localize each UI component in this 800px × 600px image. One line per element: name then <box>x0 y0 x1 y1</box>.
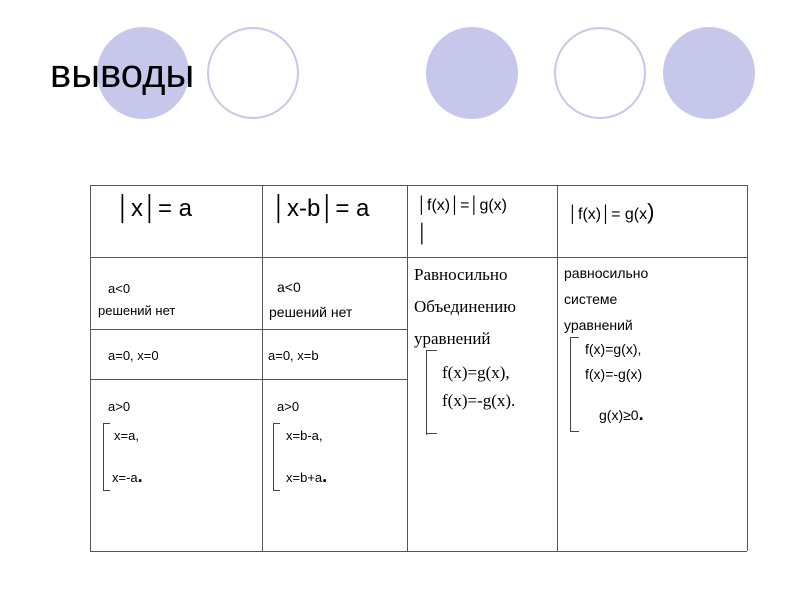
col3-line-1: Равносильно <box>414 265 508 284</box>
col4-line-3: уравнений <box>564 317 633 333</box>
col1-solution-2-text: x=-a <box>112 470 138 485</box>
decor-circle-2 <box>207 27 299 119</box>
row-divider <box>90 329 407 330</box>
header-abs-f-eq-abs-g: │f(x)│=│g(x) <box>417 197 507 214</box>
col1-period: . <box>137 466 143 486</box>
col2-a-negative: a<0 <box>277 279 301 295</box>
col4-line-2: системе <box>564 291 618 307</box>
col3-line-2: Объединению <box>414 297 516 316</box>
header-closing-paren: ) <box>647 199 655 224</box>
decor-circle-4 <box>554 27 646 119</box>
table-border-left <box>90 185 91 551</box>
header-abs-f-eq-g-text: │f(x)│= g(x <box>568 206 648 223</box>
col1-solution-2 <box>112 466 143 487</box>
col1-bracket <box>103 423 110 491</box>
col3-line-3: уравнений <box>414 329 491 348</box>
header-abs-f-eq-g <box>568 199 654 225</box>
column-divider <box>557 185 558 551</box>
col2-solution-2 <box>286 466 327 487</box>
col4-equation-2: f(x)=-g(x) <box>585 366 643 382</box>
col2-period: . <box>322 466 328 486</box>
col4-condition-text: g(x)≥0 <box>599 407 639 423</box>
header-abs-f-eq-abs-g-cont: │ <box>417 223 429 243</box>
col3-bracket-bottom <box>426 407 437 434</box>
col2-solution-2-text: x=b+a <box>286 470 323 485</box>
col2-solution-1: x=b-a, <box>286 428 323 443</box>
header-abs-x-minus-b: │x-b│= a <box>272 195 370 222</box>
col4-period: . <box>638 404 644 424</box>
col4-condition <box>599 404 644 425</box>
col1-no-solutions: решений нет <box>98 303 176 318</box>
col1-a-zero: a=0, x=0 <box>108 348 159 363</box>
col2-a-positive: a>0 <box>277 399 300 414</box>
col3-equation-1: f(x)=g(x), <box>442 363 510 382</box>
column-divider <box>407 185 408 551</box>
col4-equation-1: f(x)=g(x), <box>585 341 642 357</box>
col1-solution-1: x=a, <box>114 428 139 443</box>
col4-line-1: равносильно <box>564 265 649 281</box>
column-divider <box>262 185 263 551</box>
page-title: выводы <box>50 52 195 96</box>
col1-a-positive: a>0 <box>108 399 131 414</box>
col2-a-zero: a=0, x=b <box>268 348 319 363</box>
header-divider <box>90 257 747 258</box>
row-divider <box>90 379 407 380</box>
decor-circle-3 <box>426 27 518 119</box>
col4-bracket-bottom <box>570 391 579 432</box>
summary-table <box>90 185 747 551</box>
col1-a-negative: a<0 <box>108 281 131 296</box>
col3-equation-2: f(x)=-g(x). <box>442 391 516 410</box>
col2-bracket <box>273 423 280 491</box>
table-border-top <box>90 185 747 186</box>
decor-circle-5 <box>663 27 755 119</box>
col2-no-solutions: решений нет <box>269 304 353 320</box>
table-border-right <box>747 185 748 551</box>
table-border-bottom <box>90 551 747 552</box>
header-abs-x: │x│= a <box>116 195 193 222</box>
